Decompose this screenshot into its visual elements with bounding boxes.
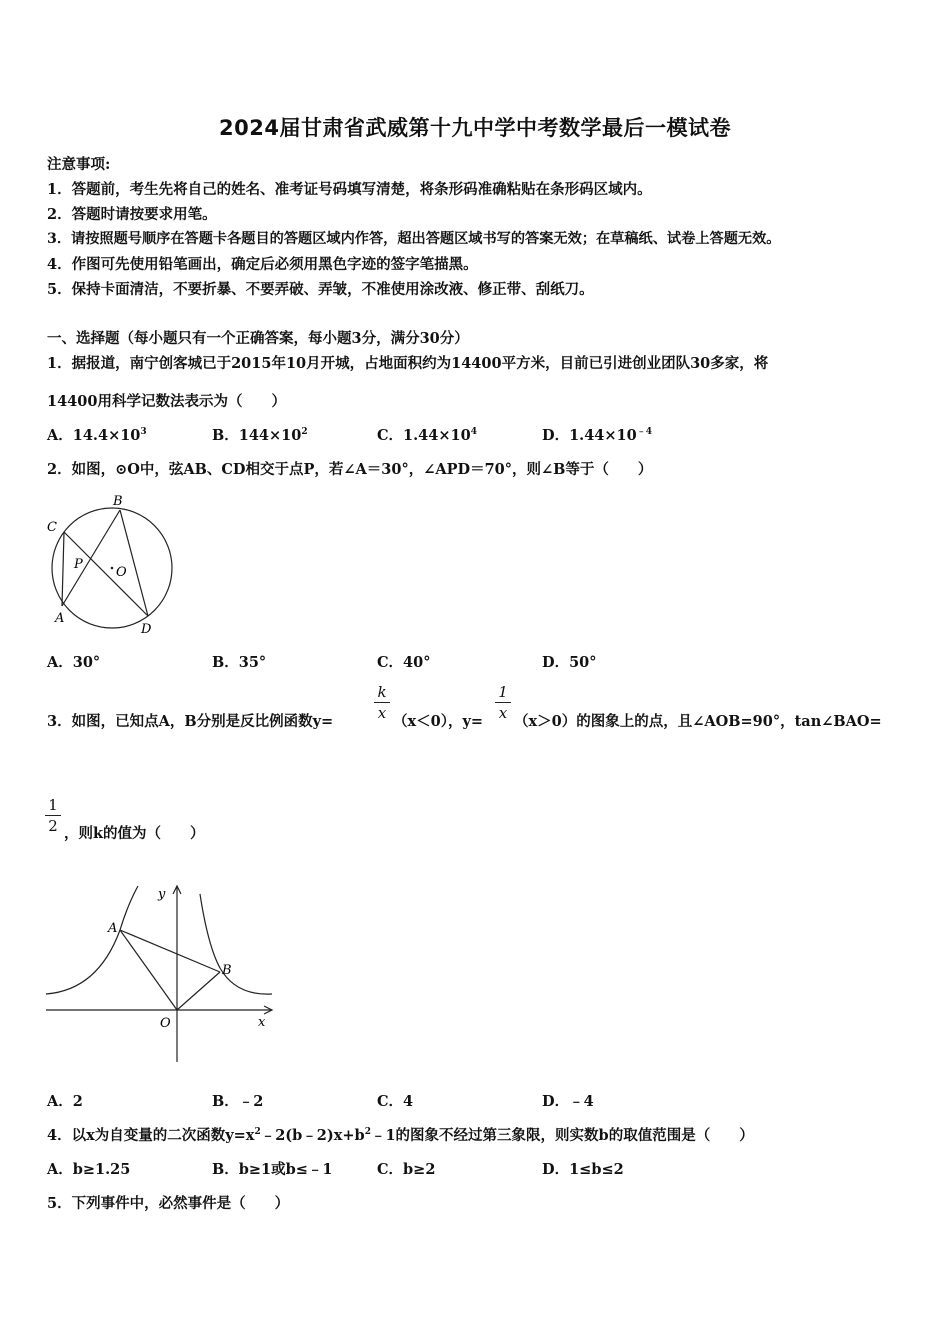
- q1-stem-line1: 1．据报道，南宁创客城已于2015年10月开城，占地面积约为14400平方米，目前已引进创业团队30多家，将: [47, 355, 769, 372]
- q4-option-c: C．b≥2: [377, 1161, 436, 1178]
- q2-option-c: C．40°: [377, 654, 431, 671]
- q3-stem-prefix: 3．如图，已知点A，B分别是反比例函数y=: [47, 713, 334, 730]
- q3-option-a: A．2: [47, 1093, 83, 1110]
- label-b: B: [113, 494, 123, 509]
- q4-option-d: D．1≤b≤2: [542, 1161, 624, 1178]
- q3-stem-end: ，则k的值为（ ）: [64, 825, 205, 842]
- label-o: O: [116, 565, 127, 580]
- note-item-4: 4．作图可先使用铅笔画出，确定后必须用黑色字迹的签字笔描黑。: [47, 256, 478, 273]
- q2-option-b: B．35°: [212, 654, 267, 671]
- q5-stem: 5．下列事件中，必然事件是（ ）: [47, 1195, 290, 1212]
- label-y: y: [158, 887, 166, 902]
- q1-option-b: B．$144\times 10^2$: [212, 427, 308, 444]
- q2-circle-figure: [40, 488, 190, 640]
- label-c: C: [47, 520, 57, 535]
- curve-1-over-x: [200, 894, 272, 994]
- notes-heading: 注意事项:: [47, 156, 111, 173]
- q2-stem: 2．如图，⊙O中，弦AB、CD相交于点P，若∠A＝30°，∠APD＝70°，则∠B等于（ ）: [47, 461, 653, 478]
- q1-option-a: A．$14.4\times 10^3$: [47, 427, 147, 444]
- curve-k-over-x: [46, 886, 138, 994]
- q2-option-d: D．50°: [542, 654, 597, 671]
- label-x: x: [258, 1015, 266, 1030]
- note-item-1: 1．答题前，考生先将自己的姓名、准考证号码填写清楚，将条形码准确粘贴在条形码区域内。: [47, 181, 652, 198]
- q4-option-b: B．b≥1或b≤﹣1: [212, 1161, 333, 1178]
- label-a: A: [108, 921, 118, 936]
- q1-option-d: D．$1.44\times 10^{﹣4}$: [542, 427, 652, 444]
- label-o: O: [160, 1016, 171, 1031]
- q4-option-a: A．b≥1.25: [47, 1161, 131, 1178]
- q3-stem-mid: （x＜0），y=: [393, 713, 484, 730]
- q3-option-c: C．4: [377, 1093, 414, 1110]
- center-point-o: [111, 567, 114, 570]
- q4-stem: 4．以x为自变量的二次函数$y=x^2﹣2(b﹣2)x+b^2﹣1$的图象不经过第三象限，则实数b的取值范围是（ ）: [47, 1127, 754, 1144]
- page-title: 2024届甘肃省武威第十九中学中考数学最后一模试卷: [219, 116, 731, 140]
- q3-graph-figure: [40, 878, 280, 1068]
- q3-stem-suffix: （x＞0）的图象上的点，且∠AOB=90°，tan∠BAO=: [514, 713, 882, 730]
- label-p: P: [74, 557, 83, 572]
- q3-option-b: B．﹣2: [212, 1093, 264, 1110]
- label-d: D: [141, 622, 152, 637]
- q3-fraction-1-over-2: 1 2: [45, 796, 61, 835]
- segment-bd: [120, 510, 148, 616]
- q3-fraction-k-over-x: k x: [374, 683, 390, 722]
- q3-fraction-1-over-x: 1 x: [495, 683, 511, 722]
- q1-stem-line2: 14400用科学记数法表示为（ ）: [47, 393, 286, 410]
- q2-option-a: A．30°: [47, 654, 101, 671]
- note-item-2: 2．答题时请按要求用笔。: [47, 206, 217, 223]
- label-b: B: [222, 963, 232, 978]
- segment-ca: [62, 532, 64, 606]
- q1-option-c: C．$1.44\times 10^4$: [377, 427, 477, 444]
- q3-option-d: D．﹣4: [542, 1093, 594, 1110]
- segment-ob: [177, 972, 220, 1010]
- label-a: A: [55, 611, 65, 626]
- note-item-3: 3．请按照题号顺序在答题卡各题目的答题区域内作答，超出答题区域书写的答案无效；在草稿纸、试卷上答题无效。: [47, 231, 781, 247]
- chord-cd: [64, 532, 148, 616]
- note-item-5: 5．保持卡面清洁，不要折暴、不要弄破、弄皱，不准使用涂改液、修正带、刮纸刀。: [47, 281, 594, 298]
- section-heading: 一、选择题（每小题只有一个正确答案，每小题3分，满分30分）: [47, 330, 469, 347]
